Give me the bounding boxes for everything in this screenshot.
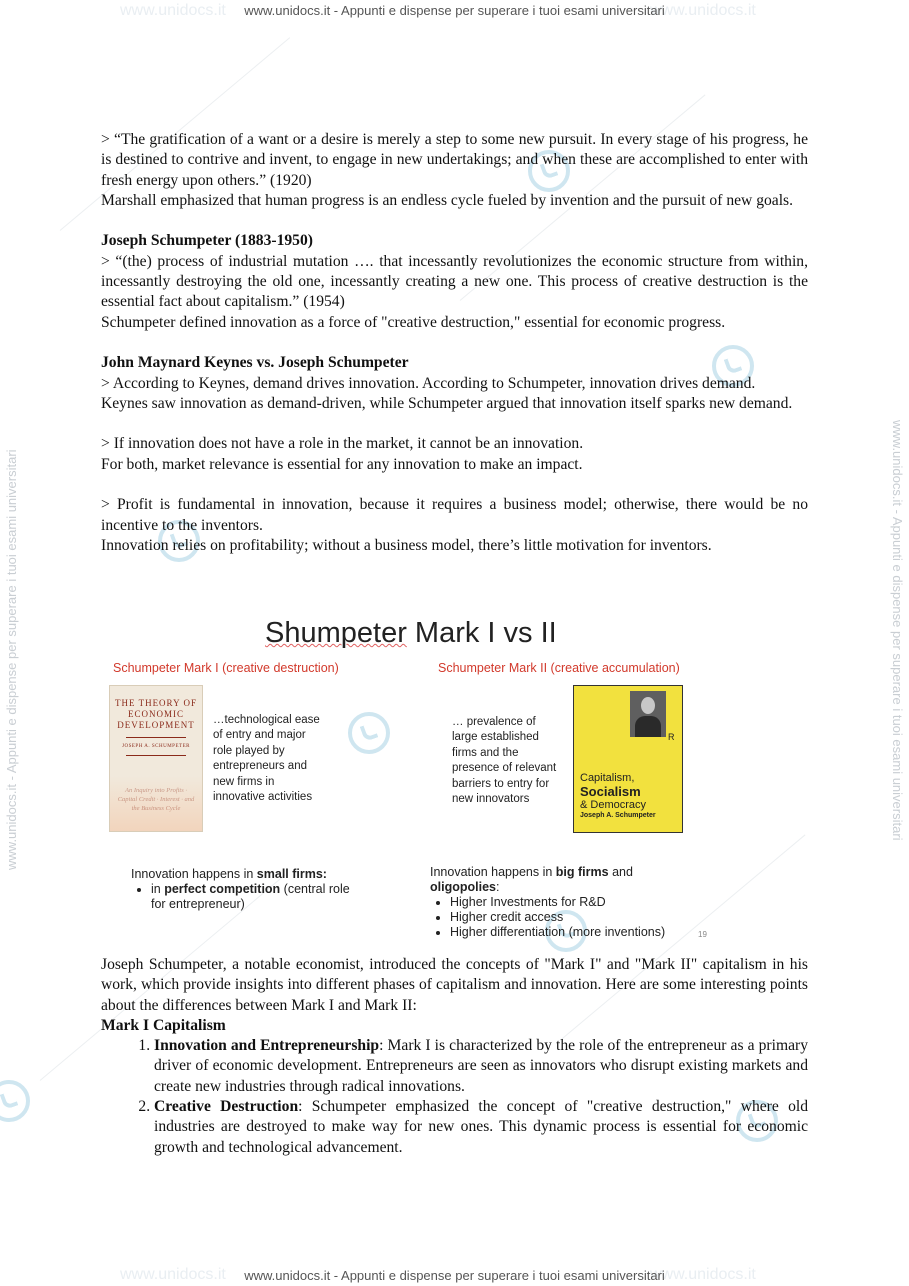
mark1-heading: Schumpeter Mark I (creative destruction) bbox=[113, 661, 339, 675]
mark2-description: … prevalence of large established firms and the presence of relevant barriers to entry for new innovators bbox=[452, 716, 557, 806]
schumpeter-quote: > “(the) process of industrial mutation …. that incessantly revolutionizes the economic structure from within, incessantly destroying the old one, incessantly creating a new one. This process of creative destruction is the essential fact about capitalism.” (1954) bbox=[101, 252, 808, 311]
watermark-ghost-top-left: www.unidocs.it bbox=[120, 2, 226, 19]
keynes-paragraph-2: Keynes saw innovation as demand-driven, while Schumpeter argued that innovation itself sparks new demand. bbox=[101, 394, 793, 412]
slide-title: Shumpeter Mark I vs II bbox=[265, 617, 557, 649]
keynes-heading: John Maynard Keynes vs. Joseph Schumpeter bbox=[101, 354, 409, 372]
mark2-bullet: • Higher differentiation (more inventions) bbox=[450, 925, 670, 940]
slide-page-number: 19 bbox=[698, 930, 707, 939]
embedded-slide bbox=[101, 617, 808, 955]
marshall-quote: > “The gratification of a want or a desire is merely a step to some new pursuit. In every stage of his progress, he is destined to contrive and invent, to engage in new undertakings; and when these are accomplished to enter with fresh energy upon others.” (1920) bbox=[101, 131, 808, 189]
schumpeter-heading: Joseph Schumpeter (1883-1950) bbox=[101, 232, 313, 250]
mark2-summary: Innovation happens in big firms and oligopolies: • Higher Investments for R&D • Higher credit access • Higher differentiation (more inventions) bbox=[430, 865, 670, 940]
watermark-side-left: www.unidocs.it - Appunti e dispense per superare i tuoi esami universitari bbox=[4, 449, 19, 870]
publisher-logo: R bbox=[668, 732, 675, 742]
list-item: 1. Innovation and Entrepreneurship: Mark I is characterized by the role of the entrepreneur as a primary driver of economic development. Entrepreneurs are seen as innovators who disrupt existing markets and create new industries through radical innovations. bbox=[154, 1036, 808, 1097]
watermark-logo-icon bbox=[0, 1080, 30, 1122]
keynes-paragraph-6: Innovation relies on profitability; without a business model, there’s little motivation for inventors. bbox=[101, 536, 712, 554]
author-portrait bbox=[630, 691, 666, 737]
book-cover-theory-of-economic-development: THE THEORY OF ECONOMIC DEVELOPMENT JOSEPH A. SCHUMPETER bbox=[109, 685, 203, 832]
mark2-bullet: • Higher credit access bbox=[450, 910, 670, 925]
keynes-paragraph-5: > Profit is fundamental in innovation, because it requires a business model; otherwise, there would be no incentive to the inventors. bbox=[101, 496, 808, 534]
watermark-ghost-bottom-right: www.unidocs.it bbox=[650, 1266, 756, 1283]
keynes-paragraph-3: > If innovation does not have a role in the market, it cannot be an innovation. bbox=[101, 435, 584, 453]
mark1-list bbox=[101, 1036, 808, 1158]
document-body bbox=[101, 130, 808, 556]
mark1-bullet: • in perfect competition (central role for entrepreneur) bbox=[151, 882, 361, 912]
keynes-paragraph-1: > According to Keynes, demand drives innovation. According to Schumpeter, innovation drives demand. bbox=[101, 374, 756, 392]
explanation-section bbox=[101, 955, 808, 1158]
marshall-summary: Marshall emphasized that human progress is an endless cycle fueled by invention and the pursuit of new goals. bbox=[101, 191, 794, 209]
mark1-capitalism-heading: Mark I Capitalism bbox=[101, 1016, 226, 1034]
schumpeter-summary: Schumpeter defined innovation as a force of "creative destruction," essential for economic progress. bbox=[101, 313, 726, 331]
watermark-ghost-top-right: www.unidocs.it bbox=[650, 2, 756, 19]
mark1-description: …technological ease of entry and major role played by entrepreneurs and new firms in innovative activities bbox=[213, 714, 320, 804]
watermark-side-right: www.unidocs.it - Appunti e dispense per superare i tuoi esami universitari bbox=[890, 420, 905, 841]
book-cover-capitalism-socialism-democracy: R Capitalism, Socialism & Democracy Joseph A. Schumpeter bbox=[573, 685, 683, 833]
keynes-paragraph-4: For both, market relevance is essential for any innovation to make an impact. bbox=[101, 455, 583, 473]
mark2-bullet: • Higher Investments for R&D bbox=[450, 895, 670, 910]
mark2-heading: Schumpeter Mark II (creative accumulation) bbox=[438, 661, 680, 675]
list-item: 2. Creative Destruction: Schumpeter emphasized the concept of "creative destruction," where old industries are destroyed to make way for new ones. This dynamic process is essential for economic growth and technological advancement. bbox=[154, 1097, 808, 1158]
mark1-summary: Innovation happens in small firms: • in perfect competition (central role for entrepreneur) bbox=[131, 867, 361, 912]
explanation-intro: Joseph Schumpeter, a notable economist, introduced the concepts of "Mark I" and "Mark II" capitalism in his work, which provide insights into different phases of capitalism and innovation. Here are some interesting points about the differences between Mark I and Mark II: bbox=[101, 956, 808, 1014]
watermark-footer: www.unidocs.it - Appunti e dispense per superare i tuoi esami universitari bbox=[244, 1268, 665, 1283]
watermark-ghost-bottom-left: www.unidocs.it bbox=[120, 1266, 226, 1283]
watermark-header: www.unidocs.it - Appunti e dispense per superare i tuoi esami universitari bbox=[244, 3, 665, 18]
